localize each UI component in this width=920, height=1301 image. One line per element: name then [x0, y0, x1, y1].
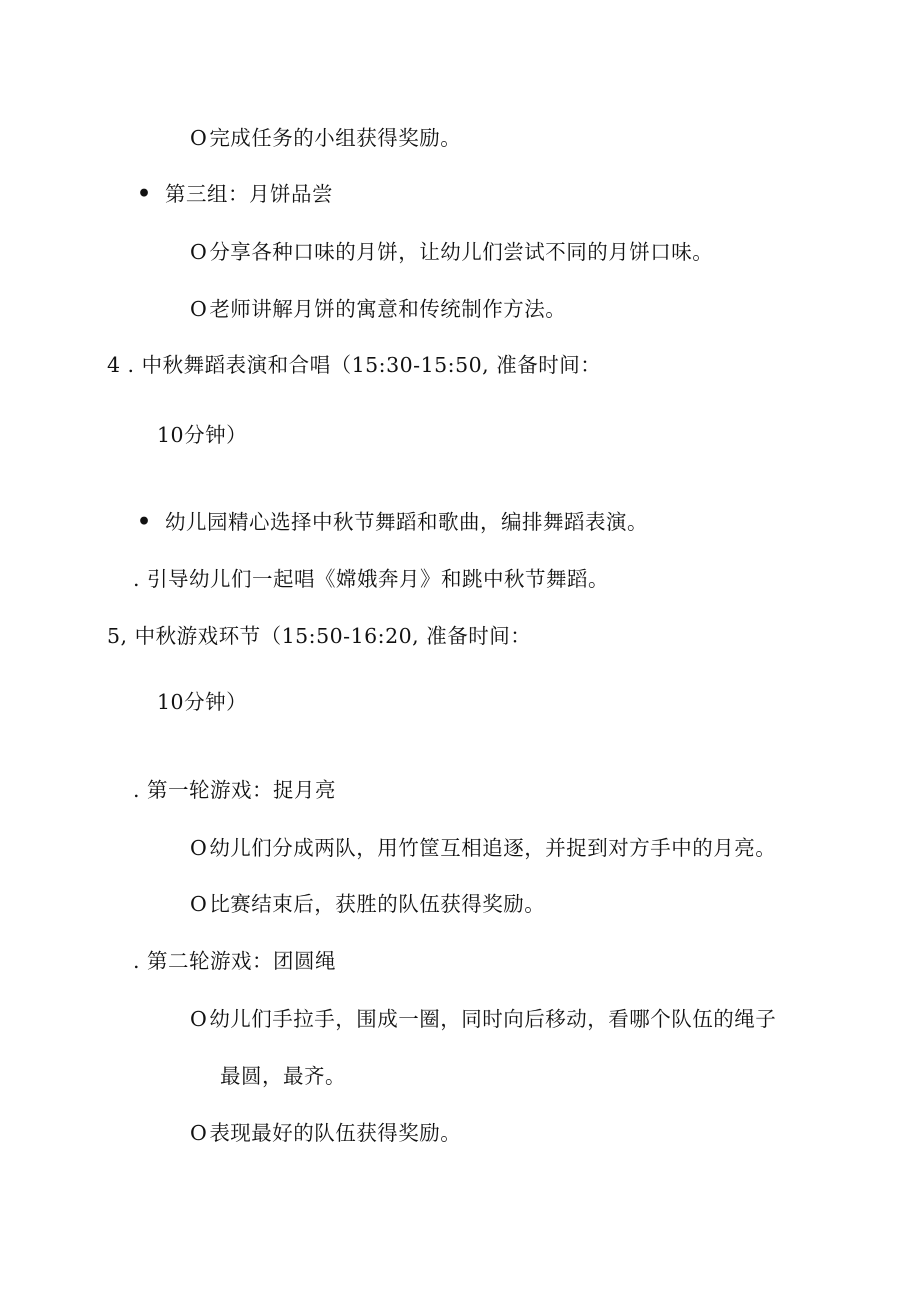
circle-bullet: O — [190, 1007, 208, 1031]
list-item — [190, 1119, 461, 1147]
line-text: 比赛结束后，获胜的队伍获得奖励。 — [209, 892, 546, 916]
bullet-icon: • — [137, 509, 152, 535]
line-text: 完成任务的小组获得奖励。 — [209, 126, 462, 150]
list-item — [190, 834, 776, 862]
bullet-icon: • — [137, 181, 152, 207]
list-item — [137, 508, 648, 536]
circle-bullet: O — [190, 892, 208, 916]
line-text: 幼儿们分成两队，用竹筐互相追逐，并捉到对方手中的月亮。 — [209, 836, 777, 860]
list-item — [190, 124, 461, 152]
list-item — [190, 238, 713, 266]
line-text: 老师讲解月饼的寓意和传统制作方法。 — [209, 297, 567, 321]
circle-bullet: O — [190, 297, 208, 321]
circle-bullet: O — [190, 1121, 208, 1145]
list-item: . 引导幼儿们一起唱《嫦娥奔月》和跳中秋节舞蹈。 — [133, 567, 610, 591]
line-text: 分享各种口味的月饼，让幼儿们尝试不同的月饼口味。 — [209, 240, 714, 264]
circle-bullet: O — [190, 126, 208, 150]
heading-continuation: 10分钟） — [157, 690, 248, 714]
list-item — [137, 180, 333, 208]
line-text: 表现最好的队伍获得奖励。 — [209, 1121, 462, 1145]
list-item — [190, 1005, 776, 1033]
circle-bullet: O — [190, 836, 208, 860]
line-text: 幼儿们手拉手，围成一圈，同时向后移动，看哪个队伍的绳子 — [209, 1007, 777, 1031]
list-item — [190, 890, 545, 918]
list-item: . 第一轮游戏：捉月亮 — [133, 778, 337, 802]
circle-bullet: O — [190, 240, 208, 264]
line-text: 第三组：月饼品尝 — [165, 182, 333, 206]
text-continuation: 最圆，最齐。 — [220, 1064, 346, 1088]
section-heading: 4 . 中秋舞蹈表演和合唱（15:30-15:50, 准备时间： — [107, 353, 602, 377]
section-heading: 5, 中秋游戏环节（15:50-16:20, 准备时间： — [107, 624, 532, 648]
list-item — [190, 295, 566, 323]
list-item: . 第二轮游戏：团圆绳 — [133, 949, 337, 973]
line-text: 幼儿园精心选择中秋节舞蹈和歌曲，编排舞蹈表演。 — [165, 510, 648, 534]
heading-continuation: 10分钟） — [157, 423, 248, 447]
